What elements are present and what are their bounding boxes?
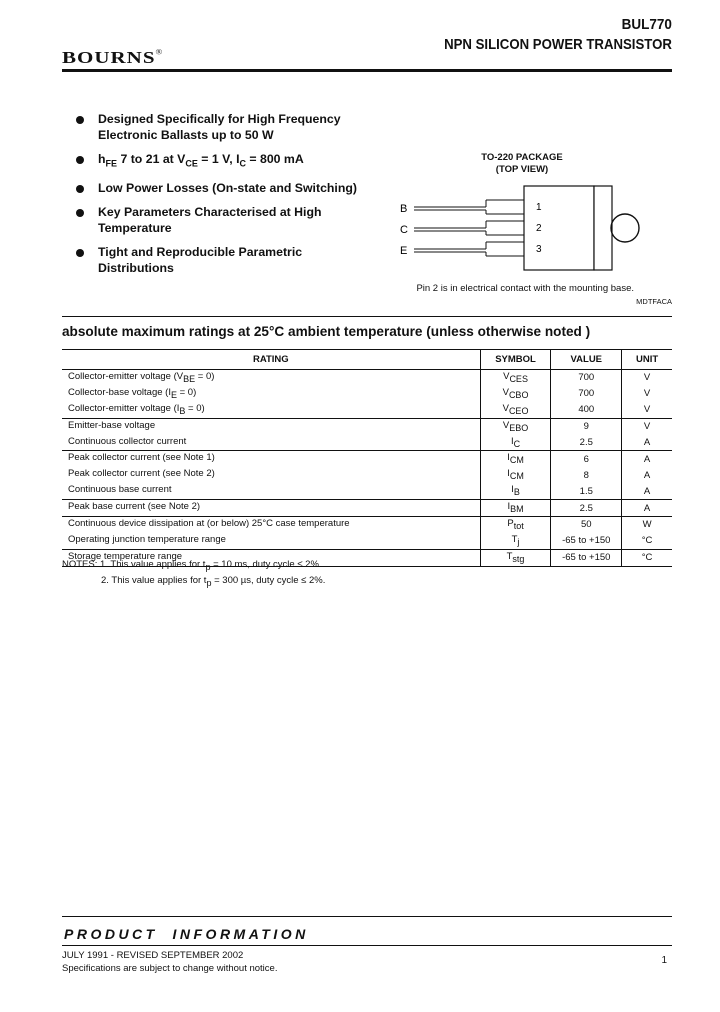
table-row: [62, 467, 672, 483]
col-header-symbol: SYMBOL: [480, 350, 551, 370]
symbol-cell: $V_{EBO}$: [480, 418, 551, 434]
feature-item: $h_{FE}$ 7 to 21 at $V_{CE} = 1$ V, $I_C = 800$ mA: [76, 152, 376, 172]
pin-letter: B: [400, 203, 408, 215]
product-title: NPN SILICON POWER TRANSISTOR: [444, 36, 672, 53]
rating-cell: Peak collector current (see Note 1): [62, 451, 480, 467]
header-rule: [62, 69, 672, 72]
pin-note: Pin 2 is in electrical contact with the mounting base.: [416, 283, 634, 294]
package-title: TO-220 PACKAGE (TOP VIEW): [481, 152, 563, 175]
value-cell: 700: [551, 386, 622, 402]
footer-rule-bottom: [62, 945, 672, 946]
feature-item: Key Parameters Characterised at High Temperature: [76, 205, 376, 236]
value-cell: 1.5: [551, 483, 622, 499]
unit-cell: V: [622, 418, 672, 434]
feature-item: Low Power Losses (On-state and Switching): [76, 181, 376, 197]
feature-item: Tight and Reproducible Parametric Distributions: [76, 245, 376, 276]
value-cell: -65 to +150: [551, 549, 622, 566]
col-header-rating: RATING: [62, 350, 480, 370]
footer-text: [62, 950, 277, 975]
symbol-cell: $I_C$: [480, 435, 551, 451]
table-row: [62, 451, 672, 467]
table-row: [62, 386, 672, 402]
page-number: 1: [661, 955, 667, 966]
package-body: [524, 186, 594, 270]
bullet-icon: [76, 156, 84, 164]
col-header-unit: UNIT: [622, 350, 672, 370]
rating-cell: Collector-base voltage $(I_E = 0)$: [68, 386, 197, 400]
to220-package-diagram: [396, 180, 656, 280]
part-number: BUL770: [621, 16, 672, 33]
table-header-row: [62, 350, 672, 370]
revision-date: JULY 1991 - REVISED SEPTEMBER 2002: [62, 950, 244, 961]
section-title: absolute maximum ratings at 25°C ambient temperature (unless otherwise noted ): [62, 324, 591, 339]
pin-number: 2: [536, 223, 542, 234]
symbol-cell: $V_{CBO}$: [480, 386, 551, 402]
symbol-cell: $V_{CES}$: [480, 370, 551, 386]
pin-leads: [414, 200, 524, 256]
col-header-value: VALUE: [551, 350, 622, 370]
symbol-cell: $T_{stg}$: [480, 549, 551, 566]
notes: [62, 558, 325, 590]
rating-cell: Peak base current (see Note 2): [62, 500, 480, 517]
feature-item: Designed Specifically for High Frequency Electronic Ballasts up to 50 W: [76, 112, 376, 143]
symbol-cell: $I_{CM}$: [480, 451, 551, 467]
rating-cell: Operating junction temperature range: [68, 533, 226, 545]
table-row: [62, 435, 672, 451]
rating-cell: Peak collector current (see Note 2): [68, 468, 215, 480]
symbol-cell: $I_B$: [480, 483, 551, 499]
rating-cell: Continuous device dissipation at (or below) 25°C case temperature: [62, 517, 480, 533]
value-cell: 8: [551, 467, 622, 483]
rating-cell: Continuous base current: [68, 484, 172, 496]
unit-cell: A: [622, 500, 672, 517]
footer-rule-top: [62, 916, 672, 917]
table-row: [62, 483, 672, 499]
absolute-max-ratings-table: [62, 349, 672, 567]
unit-cell: V: [622, 370, 672, 386]
rating-cell: Emitter-base voltage: [62, 418, 480, 434]
unit-cell: °C: [622, 549, 672, 566]
drawing-ref-code: MDTFACA: [636, 297, 672, 306]
disclaimer: Specifications are subject to change without notice.: [62, 962, 278, 974]
unit-cell: A: [622, 467, 672, 483]
note-2: 2. This value applies for $t_p = 300$ µs, duty cycle ≤ 2%.: [101, 574, 326, 588]
table-body: [62, 370, 672, 567]
table-row: [62, 533, 672, 549]
value-cell: 400: [551, 402, 622, 418]
feature-list: [76, 112, 376, 285]
value-cell: 9: [551, 418, 622, 434]
unit-cell: W: [622, 517, 672, 533]
symbol-cell: $I_{CM}$: [480, 467, 551, 483]
unit-cell: V: [622, 402, 672, 418]
table-row: [62, 500, 672, 517]
pin-letter: C: [400, 224, 408, 236]
unit-cell: A: [622, 435, 672, 451]
value-cell: 6: [551, 451, 622, 467]
value-cell: 700: [551, 370, 622, 386]
unit-cell: A: [622, 483, 672, 499]
table-row: [62, 402, 672, 418]
table-row: [62, 418, 672, 434]
bourns-logo: BOURNS®: [62, 48, 164, 68]
mounting-tab: [594, 186, 612, 270]
value-cell: 2.5: [551, 500, 622, 517]
value-cell: 2.5: [551, 435, 622, 451]
mounting-hole: [611, 214, 639, 242]
value-cell: -65 to +150: [551, 533, 622, 549]
rating-cell: Collector-emitter voltage $(I_B = 0)$: [68, 402, 205, 416]
rating-cell: Collector-emitter voltage $(V_{BE} = 0)$: [68, 371, 215, 384]
symbol-cell: $P_{tot}$: [480, 517, 551, 533]
symbol-cell: $I_{BM}$: [480, 500, 551, 517]
value-cell: 50: [551, 517, 622, 533]
section-rule: [62, 316, 672, 317]
rating-cell: Continuous collector current: [68, 435, 187, 447]
product-information-banner: PRODUCT INFORMATION: [64, 926, 309, 942]
pin-number: 1: [536, 202, 542, 213]
rating-cell: Storage temperature range: [62, 549, 480, 566]
symbol-cell: $T_j$: [480, 533, 551, 549]
unit-cell: °C: [622, 533, 672, 549]
bullet-icon: [76, 116, 84, 124]
symbol-cell: $V_{CEO}$: [480, 402, 551, 418]
bullet-icon: [76, 209, 84, 217]
bullet-icon: [76, 185, 84, 193]
registered-mark: ®: [155, 48, 164, 56]
table-row: [62, 370, 672, 386]
pin-letter: E: [400, 245, 408, 257]
pin-number: 3: [536, 244, 542, 255]
note-1: NOTES: 1. This value applies for $t_p = 10$ ms, duty cycle ≤ 2%.: [62, 559, 322, 572]
table-row: [62, 517, 672, 533]
unit-cell: A: [622, 451, 672, 467]
bullet-icon: [76, 249, 84, 257]
unit-cell: V: [622, 386, 672, 402]
